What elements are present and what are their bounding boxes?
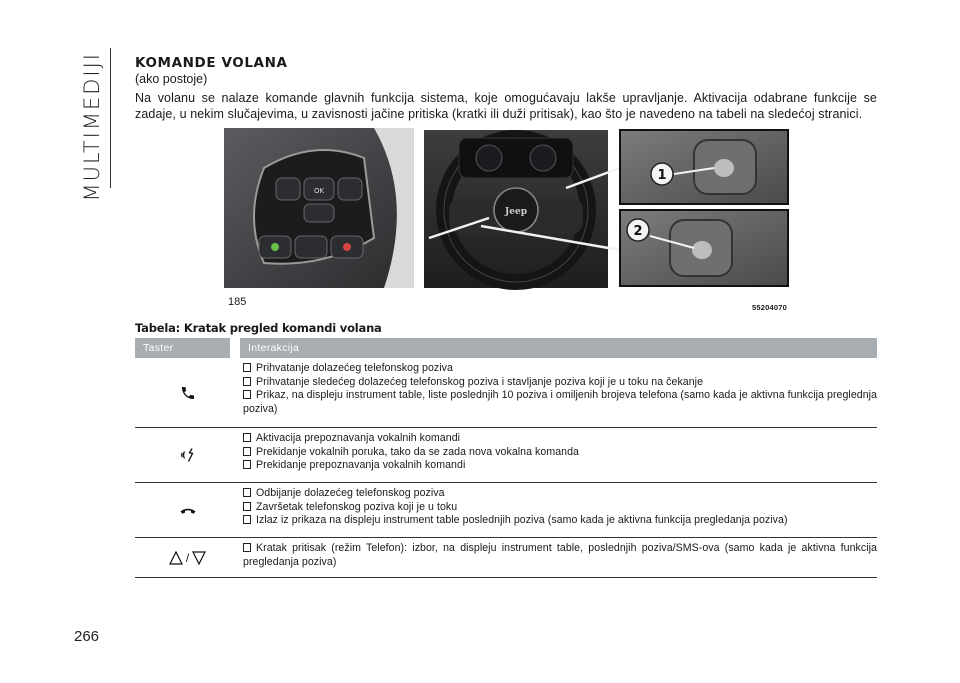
side-divider	[110, 48, 111, 188]
list-item: Izlaz iz prikaza na displeju instrument table poslednjih poziva (samo kada je aktivna funkcija pregledanja poziva)	[243, 514, 877, 528]
list-item: Prihvatanje dolazećeg telefonskog poziva	[243, 362, 877, 376]
voice-command-icon	[135, 428, 240, 482]
header-taster: Taster	[135, 338, 230, 358]
table-title: Tabela: Kratak pregled komandi volana	[135, 321, 382, 335]
icon-separator: /	[185, 550, 190, 565]
jeep-logo: Jeep	[504, 207, 528, 217]
callout-1-label: 1	[657, 168, 667, 183]
list-item: Prekidanje prepoznavanja vokalnih komandi	[243, 459, 877, 473]
table-row	[135, 483, 877, 538]
section-heading: KOMANDE VOLANA	[135, 55, 288, 71]
phone-answer-icon	[135, 358, 240, 427]
figure-code: 55204070	[752, 303, 787, 312]
table-row	[135, 358, 877, 428]
list-item: Prihvatanje sledećeg dolazećeg telefonskog poziva i stavljanje poziva koji je u toku na čekanje	[243, 376, 877, 390]
list-item: Kratak pritisak (režim Telefon): izbor, na displeju instrument table, poslednjih poziva/SMS-ova (samo kada je aktivna funkcija pregledanja poziva)	[243, 542, 877, 568]
header-interakcija: Interakcija	[240, 338, 877, 358]
list-item: Završetak telefonskog poziva koji je u toku	[243, 501, 877, 515]
table-row	[135, 538, 877, 578]
list-item: Prikaz, na displeju instrument table, liste poslednjih 10 poziva i omiljenih brojeva telefona (samo kada je aktivna funkcija preglednja poziva)	[243, 389, 877, 415]
ok-button-label: OK	[313, 187, 325, 195]
list-item: Prekidanje vokalnih poruka, tako da se zada nova vokalna komanda	[243, 446, 877, 460]
section-side-title: MULTIMEDIJI	[80, 52, 104, 202]
list-item: Odbijanje dolazećeg telefonskog poziva	[243, 487, 877, 501]
controls-table	[135, 338, 877, 578]
table-header	[135, 338, 877, 358]
phone-hangup-icon	[135, 483, 240, 537]
steering-wheel-photo	[224, 128, 790, 290]
list-item: Aktivacija prepoznavanja vokalnih komandi	[243, 432, 877, 446]
intro-paragraph: Na volanu se nalaze komande glavnih funkcija sistema, koje omogućavaju lakše upravljanje. Aktivacija odabrane funkcije se zadaje, u nekim slučajevima, u zavisnosti jačine pritiska (kratki ili duži pritisak), kao što je navedeno na tabeli na sledećoj stranici.	[135, 91, 877, 121]
table-row	[135, 428, 877, 483]
section-subheading: (ako postoje)	[135, 72, 208, 86]
page-number: 266	[74, 628, 100, 645]
up-triangle-icon	[169, 551, 183, 565]
down-triangle-icon	[192, 551, 206, 565]
up-down-triangle-icon	[135, 538, 240, 577]
callout-2-label: 2	[633, 224, 643, 239]
steering-wheel-figure	[224, 128, 790, 290]
figure-number: 185	[228, 296, 247, 308]
